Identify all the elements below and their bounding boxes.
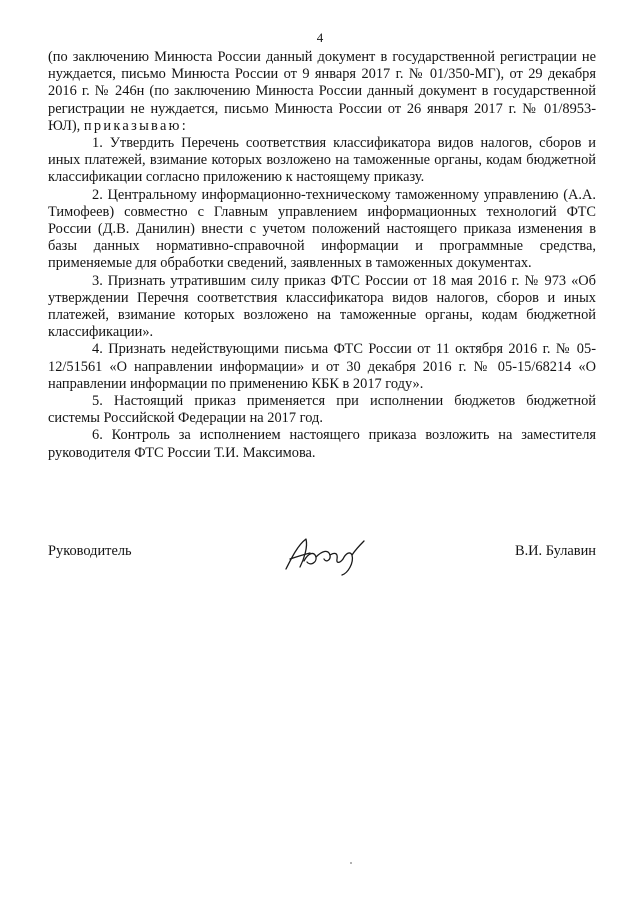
signature-block xyxy=(48,543,596,583)
intro-text: (по заключению Минюста России данный документ в государственной регистрации не нуждается, письмо Минюста России от 9 января 2017 г. № 01/350-МГ), от 29 декабря 2016 г. № 246н (по заключению Минюста России данный документ в государственной регистрации не нуждается, письмо Минюста России от 26 января 2017 г. № 01/8953-ЮЛ), xyxy=(48,49,596,134)
order-item-2: 2. Центральному информационно-техническому таможенному управлению (А.А. Тимофеев) совместно с Главным управлением информационных технологий ФТС России (Д.В. Данилин) внести с учетом положений настоящего приказа изменения в базы данных нормативно-справочной информации и программные средства, применяемые для обработки сведений, заявленных в таможенных документах. xyxy=(48,186,596,272)
order-item-5: 5. Настоящий приказ применяется при исполнении бюджетов бюджетной системы Российской Федерации на 2017 год. xyxy=(48,393,596,427)
order-item-4: 4. Признать недействующими письма ФТС России от 11 октября 2016 г. № 05-12/51561 «О направлении информации» и от 30 декабря 2016 г. № 05-15/68214 «О направлении информации по применению КБК в 2017 году». xyxy=(48,341,596,392)
intro-punctuation: : xyxy=(181,117,186,134)
page-number: 4 xyxy=(316,30,324,45)
order-item-3: 3. Признать утратившим силу приказ ФТС России от 18 мая 2016 г. № 973 «Об утверждении Перечня соответствия классификатора видов налогов, сборов и иных платежей, взимание которых возложено на таможенные органы, кодам бюджетной классификации». xyxy=(48,272,596,341)
signer-name: В.И. Булавин xyxy=(514,543,596,559)
scan-speck xyxy=(350,862,352,864)
handwritten-signature xyxy=(280,533,370,577)
intro-paragraph xyxy=(48,49,596,135)
document-body xyxy=(48,49,596,462)
order-keyword: приказываю xyxy=(83,117,182,134)
order-item-1: 1. Утвердить Перечень соответствия классификатора видов налогов, сборов и иных платежей, взимание которых возложено на таможенные органы, кодам бюджетной классификации согласно приложению к настоящему приказу. xyxy=(48,135,596,186)
signer-title: Руководитель xyxy=(48,543,132,559)
order-item-6: 6. Контроль за исполнением настоящего приказа возложить на заместителя руководителя ФТС России Т.И. Максимова. xyxy=(48,427,596,461)
